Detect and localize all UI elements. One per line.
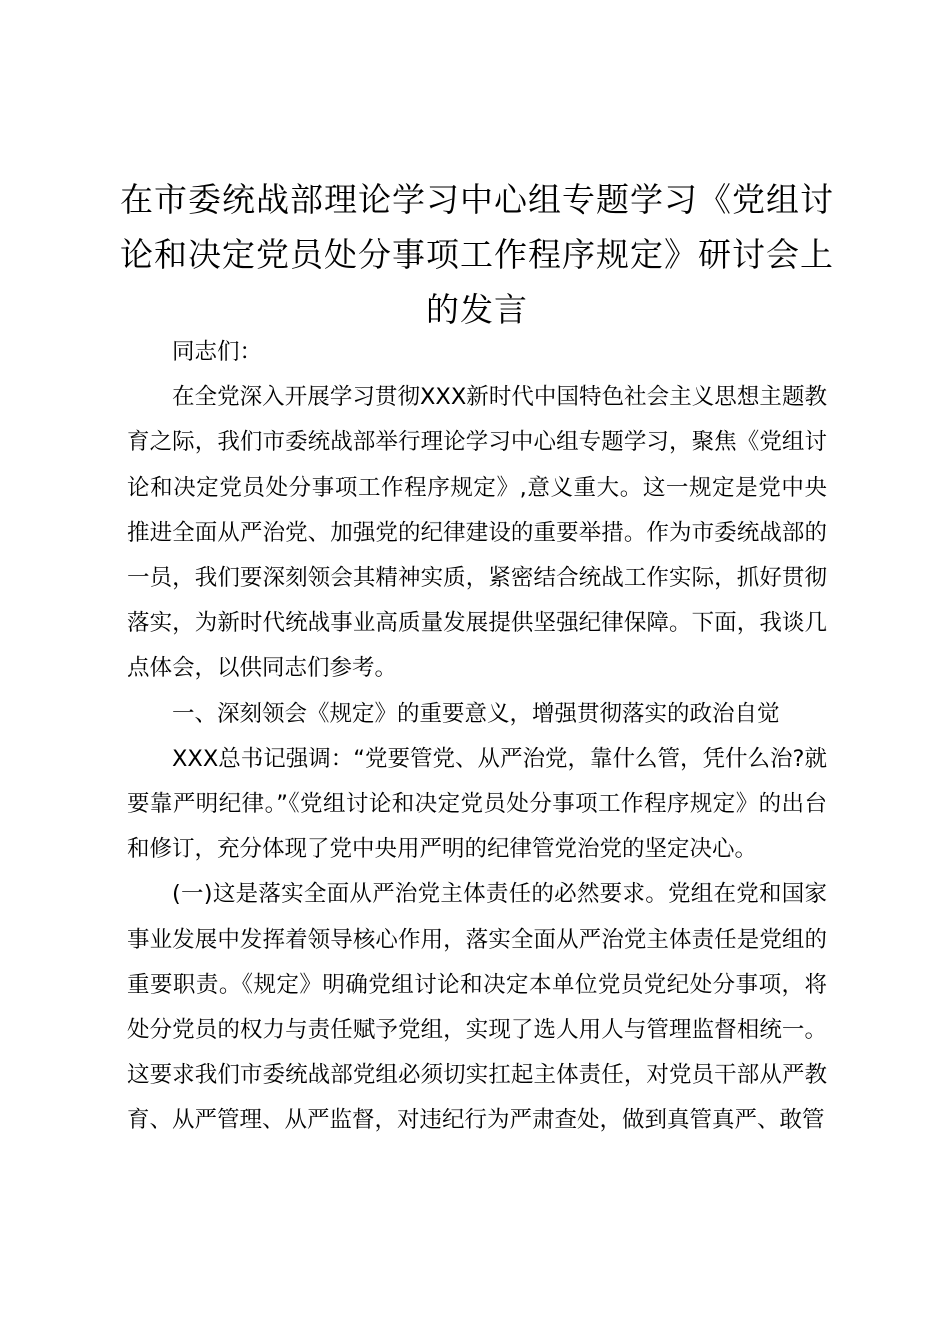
salutation: 同志们：: [172, 339, 263, 365]
paragraph-subsection-1: (一)这是落实全面从严治党主体责任的必然要求。党组在党和国家事业发展中发挥着领导核心作用，落实全面从严治党主体责任是党组的重要职责。《规定》明确党组讨论和决定本单位党员党纪处分事项，将处分党员的权力与责任赋予党组，实现了选人用人与管理监督相统一。这要求我们市委统战部党组必须切实扛起主体责任，对党员干部从严教育、从严管理、从严监督，对违纪行为严肃查处，做到真管真严、敢管: [127, 881, 827, 1134]
section-heading-1: 一、深刻领会《规定》的重要意义，增强贯彻落实的政治自觉: [172, 700, 780, 727]
paragraph-intro: 在全党深入开展学习贯彻XXX新时代中国特色社会主义思想主题教育之际，我们市委统战部举行理论学习中心组专题学习，聚焦《党组讨论和决定党员处分事项工作程序规定》,意义重大。这一规定是党中央推进全面从严治党、加强党的纪律建设的重要举措。作为市委统战部的一员，我们要深刻领会其精神实质，紧密结合统战工作实际，抓好贯彻落实，为新时代统战事业高质量发展提供坚强纪律保障。下面，我谈几点体会，以供同志们参考。: [127, 384, 827, 682]
document-title: 在市委统战部理论学习中心组专题学习《党组讨论和决定党员处分事项工作程序规定》研讨会上的发言: [120, 180, 834, 329]
document-body: [127, 330, 827, 1144]
paragraph-quote: XXX总书记强调：“党要管党、从严治党，靠什么管，凭什么治?就要靠严明纪律。”《党组讨论和决定党员处分事项工作程序规定》的出台和修订，充分体现了党中央用严明的纪律管党治党的坚定决心。: [127, 745, 827, 863]
